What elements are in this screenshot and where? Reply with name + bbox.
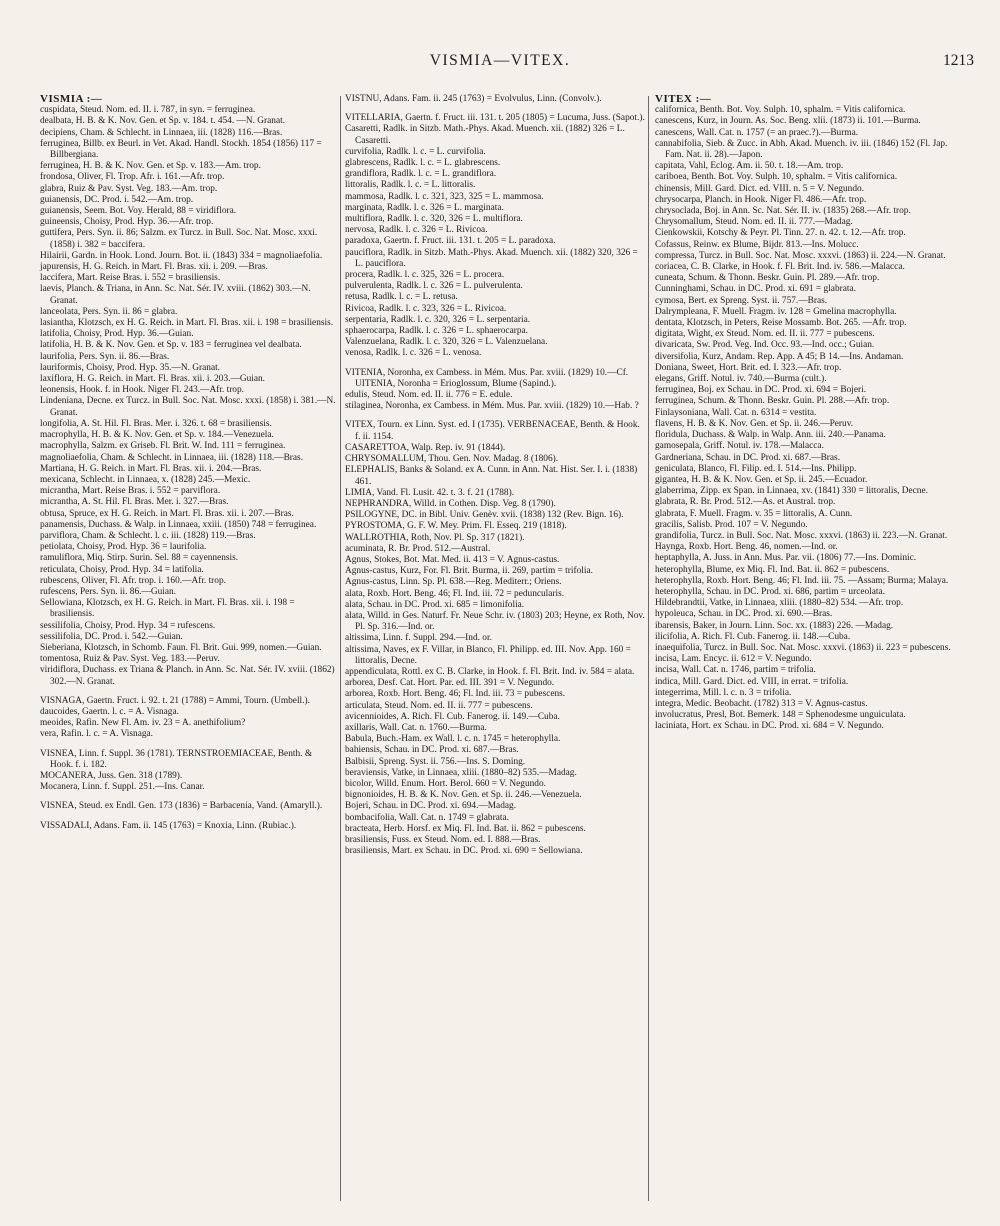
entry: inaequifolia, Turcz. in Bull. Soc. Nat. Mosc. xxxvi. (1863) ii. 223 = pubescens.: [655, 642, 951, 653]
entry: laxiflora, H. G. Reich. in Mart. Fl. Bras. xii. i. 203.—Guian.: [40, 374, 265, 385]
entry: Haynga, Roxb. Hort. Beng. 46, nomen.—Ind. or.: [655, 542, 838, 553]
entry: canescens, Wall. Cat. n. 1757 (= an praec.?).—Burma.: [655, 127, 859, 138]
entry: ferruginea, Billb. ex Beurl. in Vet. Akad. Handl. Stockh. 1854 (1856) 117 = Billbergiana.: [40, 138, 324, 161]
entry: dealbata, H. B. & K. Nov. Gen. et Sp. v. 184. t. 454. —N. Granat.: [40, 116, 286, 127]
entry-gap: [345, 105, 645, 113]
entry: guianensis, DC. Prod. i. 542.—Am. trop.: [40, 194, 194, 205]
entry: Cienkowskii, Kotschy & Peyr. Pl. Tinn. 27. n. 42. t. 12.—Afr. trop.: [655, 228, 906, 239]
entry: avicennioides, A. Rich. Fl. Cub. Fanerog. ii. 149.—Cuba.: [345, 711, 560, 722]
entry: laciniata, Hort. ex Schau. in DC. Prod. xi. 684 = V. Negundo.: [655, 721, 884, 732]
entry: guianensis, Seem. Bot. Voy. Herald, 88 = viridiflora.: [40, 206, 237, 217]
entry: alata, Roxb. Hort. Beng. 46; Fl. Ind. iii. 72 = peduncularis.: [345, 588, 565, 599]
entry: gracilis, Salisb. Prod. 107 = V. Negundo.: [655, 519, 808, 530]
entry: vera, Rafin. l. c. = A. Visnaga.: [40, 729, 154, 740]
entry: micrantha, A. St. Hil. Fl. Bras. Mer. i. 327.—Bras.: [40, 497, 229, 508]
entry: venosa, Radlk. l. c. 326 = L. venosa.: [345, 348, 482, 359]
entry: macrophylla, Salzm. ex Griseb. Fl. Brit. W. Ind. 111 = ferruginea.: [40, 441, 286, 452]
entry: heterophylla, Roxb. Hort. Beng. 46; Fl. Ind. iii. 75. —Assam; Burma; Malaya.: [655, 575, 949, 586]
entry: LIMIA, Vand. Fl. Lusit. 42. t. 3. f. 21 (1788).: [345, 487, 515, 498]
entry: guineensis, Choisy, Prod. Hyp. 36.—Afr. trop.: [40, 217, 214, 228]
entry: rufescens, Pers. Syn. ii. 86.—Guian.: [40, 586, 176, 597]
entry: CASARETTOA, Walp. Rep. iv. 91 (1844).: [345, 442, 506, 453]
entry: VISNEA, Linn. f. Suppl. 36 (1781). TERNSTROEMIACEAE, Benth. & Hook. f. i. 182.: [40, 748, 315, 770]
entry: obtusa, Spruce, ex H. G. Reich. in Mart. Fl. Bras. xii. i. 207.—Bras.: [40, 508, 294, 519]
entry: multiflora, Radlk. l. c. 320, 326 = L. multiflora.: [345, 214, 523, 225]
entry: altissima, Naves, ex F. Villar, in Blanco, Fl. Philipp. ed. III. Nov. App. 160 = littoralis, Decne.: [345, 644, 634, 666]
entry: heptaphylla, A. Juss. in Ann. Mus. Par. vii. (1806) 77.—Ins. Dominic.: [655, 553, 917, 564]
entry: VITENIA, Noronha, ex Cambess. in Mém. Mus. Par. xviii. (1829) 10.—Cf. UITENIA, Noronha = Erioglossum, Blume (Sapind.).: [345, 367, 631, 389]
entry-list: [345, 94, 648, 857]
entry: VISSADALI, Adans. Fam. ii. 145 (1763) = Knoxia, Linn. (Rubiac.).: [40, 820, 297, 831]
entry: pauciflora, Radlk. in Sitzb. Math.-Phys. Akad. Muench. xii. (1882) 320, 326 = L. pauciflora.: [345, 247, 641, 269]
entry: rubescens, Oliver, Fl. Afr. trop. i. 160.—Afr. trop.: [40, 575, 226, 586]
entry: Cunninghami, Schau. in DC. Prod. xi. 691 = glabrata.: [655, 284, 856, 295]
entry: MOCANERA, Juss. Gen. 318 (1789).: [40, 770, 183, 781]
entry: japurensis, H. G. Reich. in Mart. Fl. Bras. xii. i. 209. —Bras.: [40, 262, 268, 273]
entry: longifolia, A. St. Hil. Fl. Bras. Mer. i. 326. t. 68 = brasiliensis.: [40, 418, 272, 429]
entry: latifolia, Choisy, Prod. Hyp. 36.—Guian.: [40, 329, 194, 340]
entry: bracteata, Herb. Horsf. ex Miq. Fl. Ind. Bat. ii. 862 = pubescens.: [345, 823, 586, 834]
entry: magnoliaefolia, Cham. & Schlecht. in Linnaea, iii. (1828) 118.—Bras.: [40, 452, 304, 463]
entry: edulis, Steud. Nom. ed. II. ii. 776 = E. edule.: [345, 390, 513, 401]
entry: laccifera, Mart. Reise Bras. i. 552 = brasiliensis.: [40, 273, 221, 284]
entry: PYROSTOMA, G. F. W. Mey. Prim. Fl. Esseq. 219 (1818).: [345, 521, 567, 532]
entry: capitata, Vahl, Eclog. Am. ii. 50. t. 18.—Am. trop.: [655, 161, 844, 172]
entry: Hildebrandtii, Vatke, in Linnaea, xliii. (1880–82) 534. —Afr. trop.: [655, 598, 904, 609]
entry: guttifera, Pers. Syn. ii. 86; Salzm. ex Turcz. in Bull. Soc. Nat. Mosc. xxxi. (1858) i. 382 = baccifera.: [40, 228, 320, 250]
entry: Agnus, Stokes, Bot. Mat. Med. ii. 413 = V. Agnus-castus.: [345, 554, 560, 565]
column-heading: VISMIA :—: [40, 93, 103, 105]
entry: ferruginea, H. B. & K. Nov. Gen. et Sp. v. 183.—Am. trop.: [40, 161, 261, 172]
entry: brasiliensis, Mart. ex Schau. in DC. Prod. xi. 690 = Sellowiana.: [345, 846, 583, 857]
entry: Hilairii, Gardn. in Hook. Lond. Journ. Bot. ii. (1843) 334 = magnoliaefolia.: [40, 250, 323, 261]
entry: involucratus, Presl, Bot. Bemerk. 148 = Sphenodesme unguiculata.: [655, 710, 906, 721]
entry-list: [655, 105, 955, 732]
entry: bahiensis, Schau. in DC. Prod. xi. 687.—Bras.: [345, 745, 519, 756]
entry: VITEX, Tourn. ex Linn. Syst. ed. I (1735). VERBENACEAE, Benth. & Hook. f. ii. 1154.: [345, 420, 643, 442]
entry: acuminata, R. Br. Prod. 512.—Austral.: [345, 543, 491, 554]
entry: parviflora, Cham. & Schlecht. l. c. iii. (1828) 119.—Bras.: [40, 530, 256, 541]
entry: bombacifolia, Wall. Cat. n. 1749 = glabrata.: [345, 812, 509, 823]
entry: reticulata, Choisy, Prod. Hyp. 34 = latifolia.: [40, 564, 204, 575]
entry: Mocanera, Linn. f. Suppl. 251.—Ins. Canar.: [40, 782, 205, 793]
entry: glabrata, F. Muell. Fragm. v. 35 = littoralis, A. Cunn.: [655, 508, 853, 519]
entry: floridula, Duchass. & Walp. in Walp. Ann. iii. 240.—Panama.: [655, 430, 886, 441]
entry: tomentosa, Ruiz & Pav. Syst. Veg. 183.—Peruv.: [40, 654, 220, 665]
entry: littoralis, Radlk. l. c. = L. littoralis.: [345, 180, 476, 191]
entry: Doniana, Sweet, Hort. Brit. ed. I. 323.—Afr. trop.: [655, 362, 842, 373]
entry: arborea, Desf. Cat. Hort. Par. ed. III. 391 = V. Negundo.: [345, 678, 555, 689]
entry: stilaginea, Noronha, ex Cambess. in Mém. Mus. Par. xviii. (1829) 10.—Hab. ?: [345, 401, 639, 412]
entry: paradoxa, Gaertn. f. Fruct. iii. 131. t. 205 = L. paradoxa.: [345, 236, 556, 247]
entry: Chrysomallum, Steud. Nom. ed. II. ii. 777.—Madag.: [655, 217, 853, 228]
entry: Babula, Buch.-Ham. ex Wall. l. c. n. 1745 = heterophylla.: [345, 734, 561, 745]
entry: meoides, Rafin. New Fl. Am. iv. 23 = A. anethifolium?: [40, 718, 246, 729]
entry: Gardneriana, Schau. in DC. Prod. xi. 687.—Bras.: [655, 452, 841, 463]
entry: serpentaria, Radlk. l. c. 320, 326 = L. serpentaria.: [345, 314, 531, 325]
entry: nervosa, Radlk. l. c. 326 = L. Rivicoa.: [345, 225, 488, 236]
entry: VISNEA, Steud. ex Endl. Gen. 173 (1836) = Barbacenia, Vand. (Amaryll.).: [40, 801, 323, 812]
entry: Sieberiana, Klotzsch, in Schomb. Faun. Fl. Brit. Gui. 999, nomen.—Guian.: [40, 642, 322, 653]
entry: mexicana, Schlecht. in Linnaea, x. (1828) 245.—Mexic.: [40, 474, 251, 485]
entry: chinensis, Mill. Gard. Dict. ed. VIII. n. 5 = V. Negundo.: [655, 183, 864, 194]
entry: incisa, Lam. Encyc. ii. 612 = V. Negundo.: [655, 654, 812, 665]
entry: bignonioides, H. B. & K. Nov. Gen. et Sp. ii. 246.—Venezuela.: [345, 790, 582, 801]
entry: ferruginea, Boj. ex Schau. in DC. Prod. xi. 694 = Bojeri.: [655, 385, 867, 396]
entry: flavens, H. B. & K. Nov. Gen. et Sp. ii. 246.—Peruv.: [655, 418, 854, 429]
entry: sphaerocarpa, Radlk. l. c. 326 = L. sphaerocarpa.: [345, 326, 528, 337]
entry: Balbisii, Spreng. Syst. ii. 756.—Ins. S. Doming.: [345, 756, 526, 767]
entry: NEPHRANDRA, Willd. in Cothen. Disp. Veg. 8 (1790).: [345, 498, 556, 509]
entry: integra, Medic. Beobacht. (1782) 313 = V. Agnus-castus.: [655, 698, 868, 709]
entry: cymosa, Bert. ex Spreng. Syst. ii. 757.—Bras.: [655, 295, 828, 306]
entry: ramuliflora, Miq. Stirp. Surin. Sel. 88 = cayennensis.: [40, 553, 239, 564]
entry: hypoleuca, Schau. in DC. Prod. xi. 690.—Bras.: [655, 609, 833, 620]
entry: VITELLARIA, Gaertn. f. Fruct. iii. 131. t. 205 (1805) = Lucuma, Juss. (Sapot.).: [345, 113, 645, 124]
entry-gap: [40, 741, 336, 749]
entry: Rivicoa, Radlk. l. c. 323, 326 = L. Rivicoa.: [345, 303, 507, 314]
entry: Casaretti, Radlk. in Sitzb. Math.-Phys. Akad. Muench. xii. (1882) 326 = L. Casaretti.: [345, 124, 628, 146]
entry-gap: [345, 360, 645, 368]
entry: WALLROTHIA, Roth, Nov. Pl. Sp. 317 (1821).: [345, 532, 525, 543]
entry: indica, Mill. Gard. Dict. ed. VIII, in errat. = trifolia.: [655, 676, 849, 687]
entry: daucoides, Gaertn. l. c. = A. Visnaga.: [40, 706, 179, 717]
column-middle: [345, 94, 648, 1219]
entry: Lindeniana, Decne. ex Turcz. in Bull. Soc. Nat. Mosc. xxxi. (1858) i. 381.—N. Granat.: [40, 396, 338, 418]
entry: chrysocarpa, Planch. in Hook. Niger Fl. 486.—Afr. trop.: [655, 194, 867, 205]
column-left: [40, 94, 336, 1219]
entry: altissima, Linn. f. Suppl. 294.—Ind. or.: [345, 633, 492, 644]
entry: bicolor, Willd. Enum. Hort. Berol. 660 = V. Negundo.: [345, 778, 546, 789]
entry: latifolia, H. B. & K. Nov. Gen. et Sp. v. 183 = ferruginea vel dealbata.: [40, 340, 302, 351]
entry: compressa, Turcz. in Bull. Soc. Nat. Mosc. xxxvi. (1863) ii. 224.—N. Granat.: [655, 250, 946, 261]
entry: elegans, Griff. Notul. iv. 740.—Burma (cult.).: [655, 374, 827, 385]
columns: [0, 94, 1000, 1219]
entry: marginata, Radlk. l. c. 326 = L. marginata.: [345, 202, 504, 213]
entry: digitata, Wight, ex Steud. Nom. ed. II. ii. 777 = pubescens.: [655, 329, 875, 340]
entry: diversifolia, Kurz, Andam. Rep. App. A 45; B 14.—Ins. Andaman.: [655, 351, 904, 362]
entry: Bojeri, Schau. in DC. Prod. xi. 694.—Madag.: [345, 801, 517, 812]
entry: glabrescens, Radlk. l. c. = L. glabrescens.: [345, 158, 501, 169]
entry: cuneata, Schum. & Thonn. Beskr. Guin. Pl. 289.—Afr. trop.: [655, 273, 880, 284]
entry: canescens, Kurz, in Journ. As. Soc. Beng. xlii. (1873) ii. 101.—Burma.: [655, 116, 921, 127]
entry: incisa, Wall. Cat. n. 1746, partim = trifolia.: [655, 665, 816, 676]
page-header: [0, 52, 1000, 78]
entry: dentata, Klotzsch, in Peters, Reise Mossamb. Bot. 265. —Afr. trop.: [655, 318, 907, 329]
entry: divaricata, Sw. Prod. Veg. Ind. Occ. 93.—Ind. occ.; Guian.: [655, 340, 875, 351]
entry-gap: [40, 688, 336, 696]
entry: panamensis, Duchass. & Walp. in Linnaea, xxiii. (1850) 748 = ferruginea.: [40, 519, 317, 530]
entry: PSILOGYNE, DC. in Bibl. Univ. Genèv. xvii. (1838) 132 (Rev. Bign. 16).: [345, 510, 624, 521]
entry: coriacea, C. B. Clarke, in Hook. f. Fl. Brit. Ind. iv. 586.—Malacca.: [655, 262, 905, 273]
entry: glabrata, R. Br. Prod. 512.—As. et Austral. trop.: [655, 497, 836, 508]
entry: integerrima, Mill. l. c. n. 3 = trifolia.: [655, 687, 792, 698]
entry: glabra, Ruiz & Pav. Syst. Veg. 183.—Am. trop.: [40, 183, 218, 194]
entry: articulata, Steud. Nom. ed. II. ii. 777 = pubescens.: [345, 700, 533, 711]
column-right: [655, 94, 955, 1219]
entry: arborea, Roxb. Hort. Beng. 46; Fl. Ind. iii. 73 = pubescens.: [345, 689, 566, 700]
entry: Agnus-castus, Kurz, For. Fl. Brit. Burma, ii. 269, partim = trifolia.: [345, 566, 593, 577]
entry: petiolata, Choisy, Prod. Hyp. 36 = laurifolia.: [40, 542, 207, 553]
entry: ibarensis, Baker, in Journ. Linn. Soc. xx. (1883) 226. —Madag.: [655, 620, 894, 631]
entry: Agnus-castus, Linn. Sp. Pl. 638.—Reg. Mediterr.; Oriens.: [345, 577, 562, 588]
entry: alata, Schau. in DC. Prod. xi. 685 = limonifolia.: [345, 599, 525, 610]
entry: glaberrima, Zipp. ex Span. in Linnaea, xv. (1841) 330 = littoralis, Decne.: [655, 486, 928, 497]
entry: Cofassus, Reinw. ex Blume, Bijdr. 813.—Ins. Molucc.: [655, 239, 859, 250]
entry-gap: [40, 813, 336, 821]
entry: mammosa, Radlk. l. c. 321, 323, 325 = L. mammosa.: [345, 191, 544, 202]
entry: ilicifolia, A. Rich. Fl. Cub. Fanerog. ii. 148.—Cuba.: [655, 631, 851, 642]
entry: lauriformis, Choisy, Prod. Hyp. 35.—N. Granat.: [40, 362, 221, 373]
entry: cariboea, Benth. Bot. Voy. Sulph. 10, sphalm. = Vitis californica.: [655, 172, 898, 183]
entry: Finlaysoniana, Wall. Cat. n. 6314 = vestita.: [655, 407, 817, 418]
entry: appendiculata, Rottl. ex C. B. Clarke, in Hook. f. Fl. Brit. Ind. iv. 584 = alata.: [345, 666, 635, 677]
entry: alata, Willd. in Ges. Naturf. Fr. Neue Schr. iv. (1803) 203; Heyne, ex Roth, Nov. Pl. Sp. 316.—Ind. or.: [345, 610, 648, 633]
entry: CHRYSOMALLUM, Thou. Gen. Nov. Madag. 8 (1806).: [345, 454, 559, 465]
entry: macrophylla, H. B. & K. Nov. Gen. et Sp. v. 184.—Venezuela.: [40, 430, 274, 441]
entry: grandiflora, Radlk. l. c. = L. grandiflora.: [345, 169, 497, 180]
entry: geniculata, Blanco, Fl. Filip. ed. I. 514.—Ins. Philipp.: [655, 463, 857, 474]
entry: laevis, Planch. & Triana, in Ann. Sc. Nat. Sér. IV. xviii. (1862) 303.—N. Granat.: [40, 284, 313, 306]
entry: gamosepala, Griff. Notul. iv. 178.—Malacca.: [655, 441, 824, 452]
entry: procera, Radlk. l. c. 325, 326 = L. procera.: [345, 270, 505, 281]
entry: sessilifolia, DC. Prod. i. 542.—Guian.: [40, 631, 183, 642]
entry: chrysoclada, Boj. in Ann. Sc. Nat. Sér. II. iv. (1835) 268.—Afr. trop.: [655, 206, 911, 217]
entry: pulverulenta, Radlk. l. c. 326 = L. pulverulenta.: [345, 281, 523, 292]
entry: Dalrympleana, F. Muell. Fragm. iv. 128 = Gmelina macrophylla.: [655, 306, 897, 317]
entry: heterophylla, Blume, ex Miq. Fl. Ind. Bat. ii. 862 = pubescens.: [655, 564, 890, 575]
entry: sessilifolia, Choisy, Prod. Hyp. 34 = rufescens.: [40, 620, 216, 631]
entry: Martiana, H. G. Reich. in Mart. Fl. Bras. xii. i. 204.—Bras.: [40, 463, 262, 474]
entry: cuspidata, Steud. Nom. ed. II. i. 787, in syn. = ferruginea.: [40, 105, 256, 116]
entry: ferruginea, Schum. & Thonn. Beskr. Guin. Pl. 288.—Afr. trop.: [655, 396, 890, 407]
entry: curvifolia, Radlk. l. c. = L. curvifolia.: [345, 146, 486, 157]
entry: beraviensis, Vatke, in Linnaea, xliii. (1880–82) 535.—Madag.: [345, 767, 577, 778]
entry: VISTNU, Adans. Fam. ii. 245 (1763) = Evolvulus, Linn. (Convolv.).: [345, 94, 602, 104]
entry: viridiflora, Duchass. ex Triana & Planch. in Ann. Sc. Nat. Sér. IV. xviii. (1862) 302.—N. Granat.: [40, 665, 337, 687]
entry: decipiens, Cham. & Schlecht. in Linnaea, iii. (1828) 116.—Bras.: [40, 127, 283, 138]
entry: lasiantha, Klotzsch, ex H. G. Reich. in Mart. Fl. Bras. xii. i. 198 = brasiliensis.: [40, 318, 334, 329]
entry: gigantea, H. B. & K. Nov. Gen. et Sp. ii. 245.—Ecuador.: [655, 474, 868, 485]
page-number: 1213: [943, 52, 974, 69]
entry: heterophylla, Schau. in DC. Prod. xi. 686, partim = urceolata.: [655, 586, 885, 597]
entry: axillaris, Wall. Cat. n. 1760.—Burma.: [345, 722, 487, 733]
entry: californica, Benth. Bot. Voy. Sulph. 10, sphalm. = Vitis californica.: [655, 105, 906, 116]
entry: lanceolata, Pers. Syn. ii. 86 = glabra.: [40, 306, 178, 317]
entry: Valenzuelana, Radlk. l. c. 320, 326 = L. Valenzuelana.: [345, 337, 548, 348]
entry: Sellowiana, Klotzsch, ex H. G. Reich. in Mart. Fl. Bras. xii. i. 198 = brasiliensis.: [40, 598, 298, 620]
entry: retusa, Radlk. l. c. = L. retusa.: [345, 292, 458, 303]
entry: leonensis, Hook. f. in Hook. Niger Fl. 243.—Afr. trop.: [40, 385, 244, 396]
entry: frondosa, Oliver, Fl. Trop. Afr. i. 161.—Afr. trop.: [40, 172, 225, 183]
running-title: VISMIA—VITEX.: [429, 52, 571, 69]
entry: VISNAGA, Gaertn. Fruct. i. 92. t. 21 (1788) = Ammi, Tourn. (Umbell.).: [40, 695, 310, 706]
entry: grandifolia, Turcz. in Bull. Soc. Nat. Mosc. xxxvi. (1863) ii. 223.—N. Granat.: [655, 530, 948, 541]
column-heading: VITEX :—: [655, 93, 712, 105]
entry: laurifolia, Pers. Syn. ii. 86.—Bras.: [40, 351, 170, 362]
entry: cannabifolia, Sieb. & Zucc. in Abh. Akad. Muench. iv. iii. (1846) 152 (Fl. Jap. Fam. Nat. ii. 28).—Japon.: [655, 138, 950, 161]
entry: brasiliensis, Fuss. ex Steud. Nom. ed. I. 888.—Bras.: [345, 835, 541, 845]
entry: ELEPHALIS, Banks & Soland. ex A. Cunn. in Ann. Nat. Hist. Ser. I. i. (1838) 461.: [345, 465, 640, 487]
entry-list: [40, 105, 336, 832]
entry: micrantha, Mart. Reise Bras. i. 552 = parviflora.: [40, 486, 221, 497]
